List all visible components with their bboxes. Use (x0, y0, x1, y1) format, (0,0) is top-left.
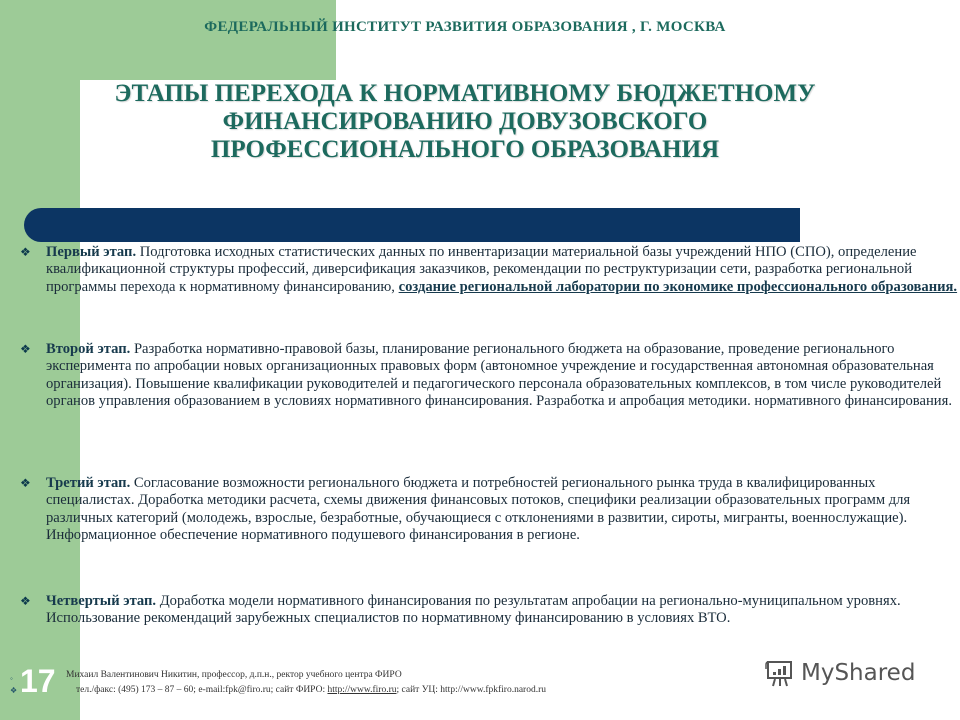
author-credit: Михаил Валентинович Никитин, профессор, д.п.н., ректор учебного центра ФИРО (66, 670, 402, 680)
firo-link[interactable]: http://www.firo.ru (327, 685, 397, 695)
watermark-brand: MyShared (801, 660, 916, 686)
slide-title (80, 80, 850, 164)
stage-description: Доработка модели нормативного финансирования по результатам апробации на регионально-муниципальном уровнях. Использование рекомендаций зарубежных специалистов по нормативному финансированию в условиях ВТО. (46, 593, 901, 627)
presentation-board-icon (765, 658, 795, 688)
decorative-navy-bar (24, 208, 800, 242)
title-line: ЭТАПЫ ПЕРЕХОДА К НОРМАТИВНОМУ БЮДЖЕТНОМУ (114, 80, 816, 107)
institute-header: ФЕДЕРАЛЬНЫЙ ИНСТИТУТ РАЗВИТИЯ ОБРАЗОВАНИЯ , Г. МОСКВА (204, 19, 726, 35)
stage-description: Согласование возможности регионального бюджета и потребностей регионального рынка труда в квалифицированных специалистах. Доработка методики расчета, схемы движения финансовых потоков, специфики реализации образовательных программ для различных категорий (молодежь, взрослые, безработные, обучающиеся с отклонениями в развитии, сироты, мигранты, военнослужащие). Информационное обеспечение нормативного подушевого финансирования в регионе. (46, 475, 911, 543)
diamond-bullet-icon: ❖ (20, 476, 31, 490)
contact-line (76, 685, 546, 695)
footer-bullets (10, 673, 17, 697)
stage-label: Третий этап. (46, 475, 131, 491)
diamond-bullet-icon: ❖ (10, 686, 18, 695)
watermark-logo (765, 658, 915, 688)
diamond-bullet-icon: ❖ (20, 245, 31, 259)
stage-label: Первый этап. (46, 244, 137, 260)
title-line: ПРОФЕССИОНАЛЬНОГО ОБРАЗОВАНИЯ (210, 136, 720, 163)
stage-label: Второй этап. (46, 341, 131, 357)
stage-description: Подготовка исходных статистических данных по инвентаризации материальной базы учреждений НПО (СПО), определение квалификационной структуры профессий, диверсификация заказчиков, рекомендации по реструктуризации сети, разработка региональной программы перехода к нормативному финансированию, (46, 244, 917, 295)
title-line: ФИНАНСИРОВАНИЮ ДОВУЗОВСКОГО (222, 108, 708, 135)
stage-label: Четвертый этап. (46, 593, 157, 609)
stage-description: Разработка нормативно-правовой базы, планирование регионального бюджета на образование, проведение регионального эксперимента по апробации новых организационных правовых форм (автономное учреждение и государственная автономная образовательная организация). Повышение квалификации руководителей и педагогического персонала образовательных комплексов, в том числе руководителей органов управления образованием в условиях нормативного финансирования. Разработка и апробация методики. нормативного финансирования. (46, 341, 952, 409)
diamond-bullet-icon: ❖ (20, 594, 31, 608)
contacts-suffix: ; сайт УЦ: http://www.fpkfiro.narod.ru (396, 685, 547, 695)
page-number: 17 (20, 663, 56, 699)
contacts-prefix: тел./факс: (495) 173 – 87 – 60; e-mail:fpk@firo.ru; сайт ФИРО: (76, 685, 328, 695)
stage-emphasis: создание региональной лаборатории по экономике профессионального образования. (398, 278, 958, 295)
green-top-band (0, 0, 336, 80)
small-bullet-icon: ◦ (10, 674, 13, 683)
diamond-bullet-icon: ❖ (20, 342, 31, 356)
